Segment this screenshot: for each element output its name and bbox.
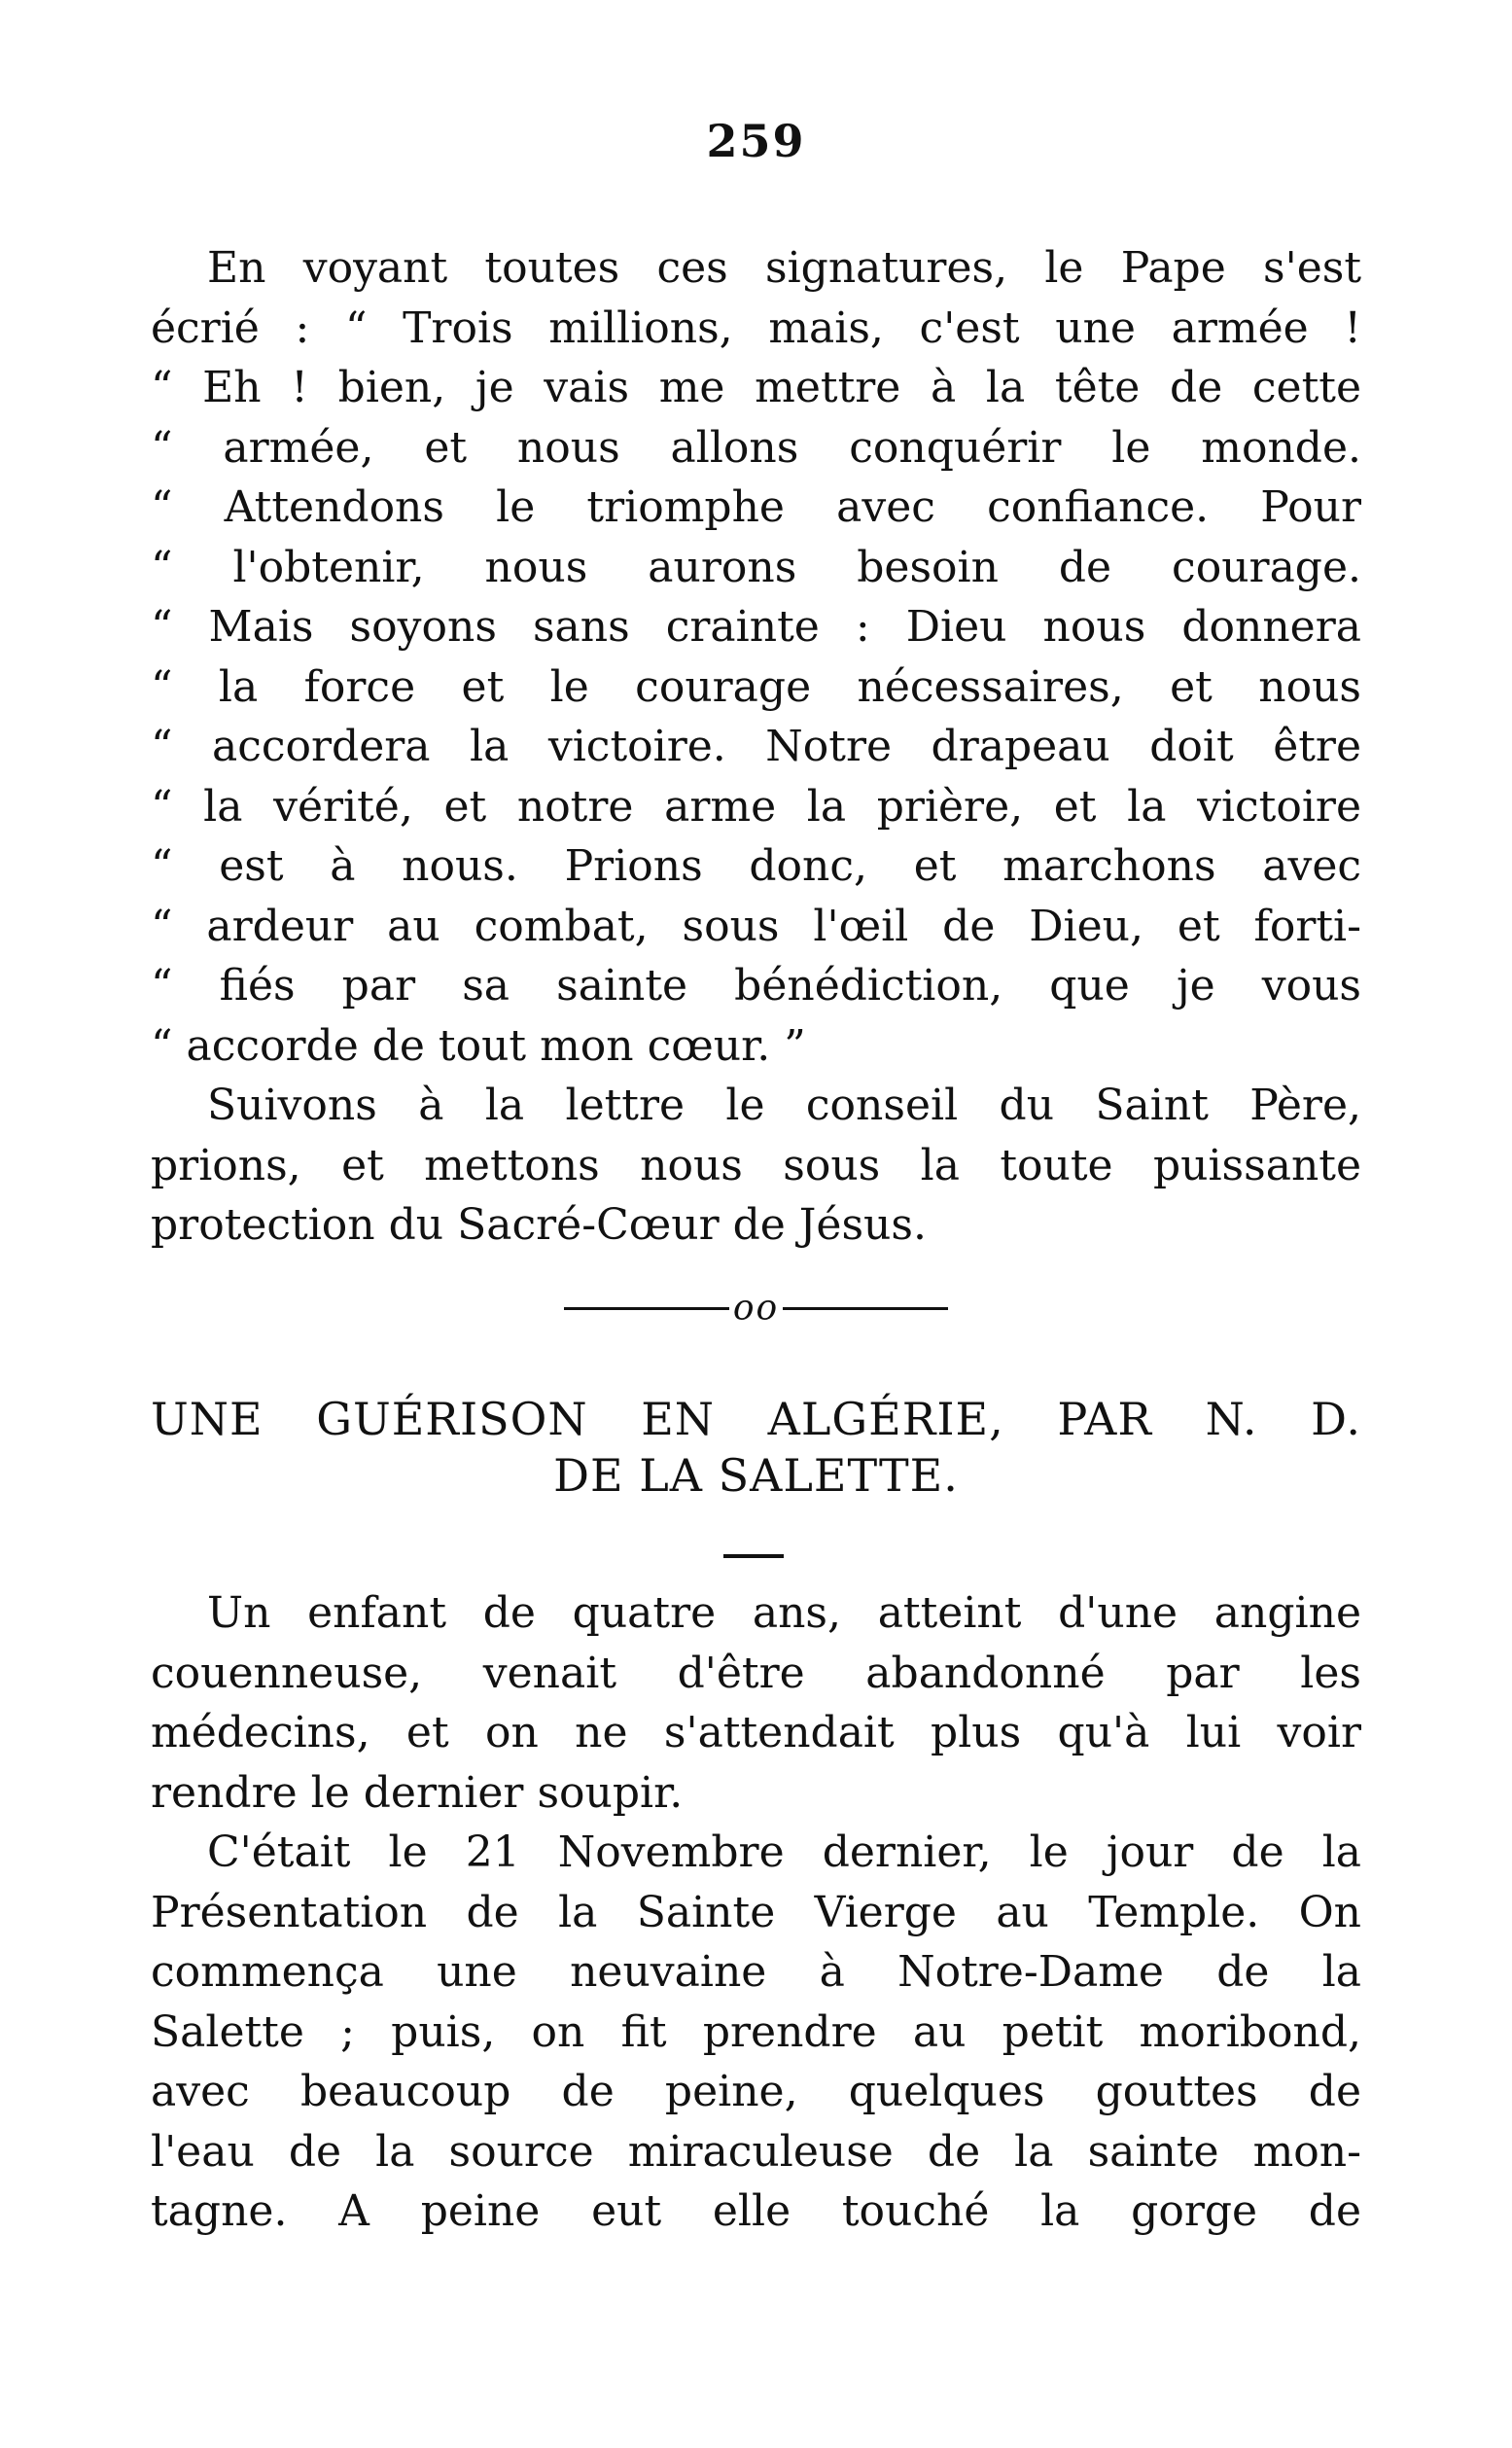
- paragraph-block-pope-quote: [151, 238, 1361, 1256]
- text-line: avec beaucoup de peine, quelques gouttes de: [151, 2067, 1361, 2116]
- text-line: l'eau de la source miraculeuse de la sainte mon-: [151, 2126, 1361, 2177]
- text-line: prions, et mettons nous sous la toute puissante: [151, 1140, 1361, 1190]
- text-line: “ l'obtenir, nous aurons besoin de courage.: [151, 542, 1361, 592]
- text-line: médecins, et on ne s'attendait plus qu'à lui voir: [151, 1708, 1361, 1757]
- text-line: En voyant toutes ces signatures, le Pape s'est: [207, 243, 1361, 293]
- text-line: “ Attendons le triomphe avec confiance. Pour: [151, 482, 1361, 532]
- divider-rule-right: [783, 1307, 948, 1310]
- text-line: C'était le 21 Novembre dernier, le jour de la: [207, 1827, 1361, 1877]
- text-line: Présentation de la Sainte Vierge au Temple. On: [151, 1887, 1361, 1937]
- text-line: Un enfant de quatre ans, atteint d'une angine: [207, 1588, 1361, 1638]
- text-line: protection du Sacré-Cœur de Jésus.: [151, 1200, 927, 1250]
- text-line: “ accordera la victoire. Notre drapeau doit être: [151, 722, 1361, 771]
- text-line: “ la vérité, et notre arme la prière, et la victoire: [151, 781, 1361, 832]
- text-line: “ accorde de tout mon cœur. ”: [151, 1020, 806, 1071]
- section-divider: [0, 1286, 1512, 1329]
- text-line: “ Eh ! bien, je vais me mettre à la tête de cette: [151, 363, 1361, 412]
- heading-line-1: UNE GUÉRISON EN ALGÉRIE, PAR N. D.: [151, 1393, 1361, 1445]
- text-line: commença une neuvaine à Notre-Dame de la: [151, 1947, 1361, 1997]
- text-line: “ armée, et nous allons conquérir le monde.: [151, 422, 1361, 473]
- text-line: “ la force et le courage nécessaires, et nous: [151, 661, 1361, 712]
- text-line: “ ardeur au combat, sous l'œil de Dieu, et forti-: [151, 901, 1361, 951]
- text-line: Salette ; puis, on fit prendre au petit moribond,: [151, 2006, 1361, 2057]
- divider-rule-left: [564, 1307, 729, 1310]
- heading-line-2: DE LA SALETTE.: [553, 1449, 959, 1502]
- heading-underline-rule: [723, 1554, 784, 1558]
- paragraph-block-healing-story: [151, 1583, 1361, 2242]
- text-line: couenneuse, venait d'être abandonné par les: [151, 1648, 1361, 1698]
- divider-ornament: oo: [732, 1288, 780, 1329]
- text-line: rendre le dernier soupir.: [151, 1767, 684, 1818]
- text-line: “ Mais soyons sans crainte : Dieu nous donnera: [151, 602, 1361, 652]
- text-line: Suivons à la lettre le conseil du Saint Père,: [207, 1081, 1361, 1130]
- text-line: “ fiés par sa sainte bénédiction, que je vous: [151, 961, 1361, 1011]
- text-line: écrié : “ Trois millions, mais, c'est une armée !: [151, 302, 1361, 353]
- section-heading: [151, 1391, 1361, 1504]
- text-line: tagne. A peine eut elle touché la gorge de: [151, 2186, 1361, 2236]
- page-number: 259: [706, 115, 806, 167]
- text-line: “ est à nous. Prions donc, et marchons avec: [151, 841, 1361, 891]
